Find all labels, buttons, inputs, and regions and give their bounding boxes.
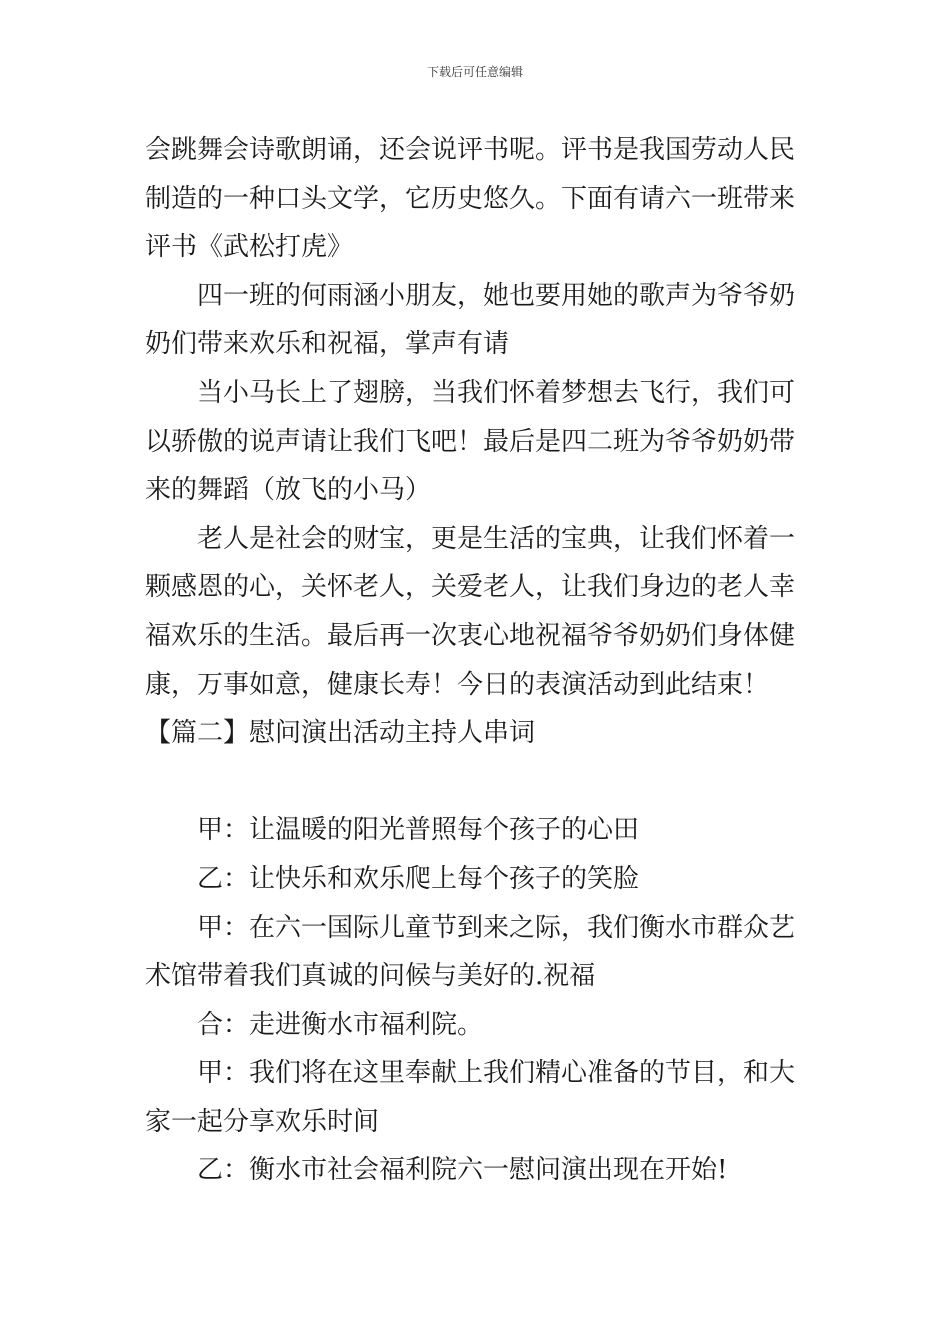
paragraph: 老人是社会的财宝，更是生活的宝典，让我们怀着一颗感恩的心，关怀老人，关爱老人，让我们身边的老人幸福欢乐的生活。最后再一次衷心地祝福爷爷奶奶们身体健康，万事如意，健康长寿！今日的表演活动到此结束！	[145, 523, 796, 700]
paragraph: 四一班的何雨涵小朋友，她也要用她的歌声为爷爷奶奶们带来欢乐和祝福，掌声有请	[145, 280, 796, 360]
dialogue-line: 合：走进衡水市福利院。	[197, 1009, 484, 1040]
document-body	[145, 126, 807, 1195]
dialogue-line: 乙：衡水市社会福利院六一慰问演出现在开始!	[197, 1155, 728, 1186]
dialogue-line: 甲：在六一国际儿童节到来之际，我们衡水市群众艺术馆带着我们真诚的问候与美好的.祝福	[145, 912, 796, 992]
dialogue-line: 甲：让温暖的阳光普照每个孩子的心田	[197, 815, 640, 846]
dialogue-line: 乙：让快乐和欢乐爬上每个孩子的笑脸	[197, 863, 640, 894]
paragraph: 会跳舞会诗歌朗诵，还会说评书呢。评书是我国劳动人民制造的一种口头文学，它历史悠久。下面有请六一班带来评书《武松打虎》	[145, 135, 796, 263]
dialogue-line: 甲：我们将在这里奉献上我们精心准备的节目，和大家一起分享欢乐时间	[145, 1058, 796, 1137]
page-header: 下载后可任意编辑	[426, 65, 523, 79]
paragraph: 当小马长上了翅膀，当我们怀着梦想去飞行，我们可以骄傲的说声请让我们飞吧！最后是四二班为爷爷奶奶带来的舞蹈（放飞的小马）	[145, 377, 796, 506]
section-heading: 【篇二】慰问演出活动主持人串词	[145, 718, 536, 749]
blank-line	[145, 758, 807, 807]
